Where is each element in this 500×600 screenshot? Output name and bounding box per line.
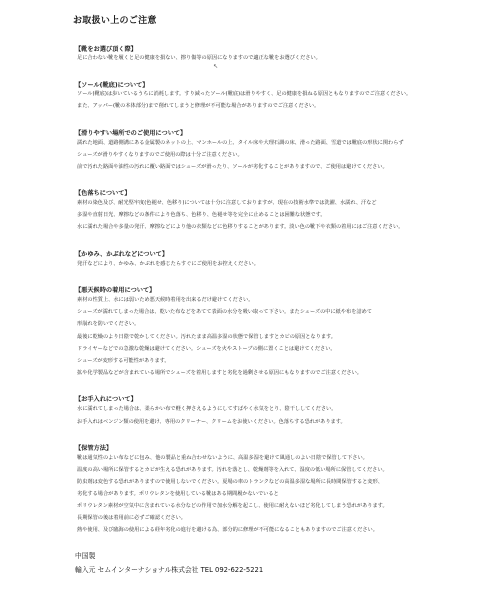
section-line: ポリウレタン素材が空気中に含まれている水分などの作用で加水分解を起こし、使用に耐えないほど劣化してしまう恐れがあります。 <box>77 503 388 509</box>
section-line: 温度の高い場所に保管するとカビが生える恐れがあります。汚れを落とし、乾燥剤等を入れて、湿度の低い場所に保管してください。 <box>77 467 388 473</box>
section-heading-color-fading: 【色落ちについて】 <box>75 190 131 197</box>
section-heading-selecting-shoes: 【靴をお選び頂く際】 <box>75 46 137 53</box>
section-line: 劣化する場合があります。ポリウレタンを使用している靴はある期間履かないでいると <box>77 491 279 497</box>
section-line: お手入れはベンジン類の使用を避け、専用のクリーナー、クリームをお使いください。色落ちする恐れがあります。 <box>77 419 346 425</box>
section-line: シューズが濡れてしまった場合は、乾いた布などをあてて表面の水分を吸い取って下さい。またシューズの中に紙や布を詰めて <box>77 309 372 315</box>
section-line: 形崩れを防いでください。 <box>77 321 140 327</box>
section-line: また、アッパー(靴の本体部分)まで削れてしまうと修理が不可能な場合がありますのでご注意ください。 <box>77 103 320 109</box>
section-line: シューズが変形する可能性があります。 <box>77 358 170 364</box>
section-line: 最後に乾燥のより日陰で乾かしてください。汚れたまま高温多湿の状態で保管しますとカビの原因となります。 <box>77 334 336 340</box>
section-line: 素材の染色及び、耐光堅牢度(色褪せ、色移り)については十分に注意しておりますが、現在の技術水準では洗濯、水濡れ、汗など <box>77 200 377 206</box>
section-heading-slippery: 【滑りやすい場所でのご使用について】 <box>75 130 187 137</box>
section-line: ソール(靴底)は歩いているうちに消耗します。すり減ったソール(靴底)は滑りやすく、足の健康を損ねる原因ともなりますのでご注意ください。 <box>77 91 412 97</box>
document-title: お取扱い上のご注意 <box>73 16 157 26</box>
section-line: 素材の性質上、水には弱いため悪天候時着用を出来るだけ避けてください。 <box>77 297 254 303</box>
section-line: 水に濡れた場合や多量の発汗、摩擦などにより他の衣類などに色移りすることがあります。淡い色の靴下や衣類の着用にはご注意ください。 <box>77 224 404 230</box>
section-line: 長期保管の後は着用前に必ずご確認ください。 <box>77 515 186 521</box>
section-heading-bad-weather: 【悪天候時の着用について】 <box>75 287 156 294</box>
section-line: ドライヤーなどでの急激な乾燥は避けてください。シューズを火やストーブの側に置くことは避けてください。 <box>77 346 336 352</box>
section-line: 拡や化学製品などが含まれている場所でシューズを着用しますと劣化を過剰させる原因にもなりますのでご注意ください。 <box>77 370 362 376</box>
country-of-origin: 中国製 <box>75 552 96 560</box>
section-line: 水に濡れてしまった場合は、柔らかい布で軽く押さえるようにしてすばやく水気をとり、陰干ししてください。 <box>77 406 337 412</box>
importer-info: 輸入元 セムインターナショナル株式会社 TEL 092-622-5221 <box>75 566 264 574</box>
section-line: 発汗などにより、かゆみ、かぶれを感じたらすぐにご使用をお控えください。 <box>77 261 259 267</box>
stray-mark: ↖ <box>213 63 219 70</box>
section-heading-sole: 【ソール(靴底)について】 <box>75 82 149 89</box>
section-line: シューズが滑りやすくなりますのでご使用の際は十分ご注意ください。 <box>77 152 243 158</box>
section-line: 足に合わない靴を履くと足の健康を損ない、擦り傷等の原因になりますので適正な靴をお選びください。 <box>77 55 321 61</box>
section-heading-care: 【お手入れについて】 <box>75 396 137 403</box>
section-line: 濡れた地面、道路側溝にある金属製のネットの上、マンホールの上、タイル床や大理石調の床、滑った路面、雪道では靴底の形状に関わらず <box>77 140 404 146</box>
section-line: 熱や使用、及び臨海の使用による経年劣化の進行を避ける為、部分的に修理が不可能になることもありますのでご注意ください。 <box>77 527 378 533</box>
section-line: 靴は通気性のよい布などに包み、他の製品と重ね合わせないように、高温多湿を避けて風通しのよい日陰で保管して下さい。 <box>77 455 368 461</box>
section-heading-storage: 【保管方法】 <box>75 445 113 452</box>
section-line: 多湿や直射日光、摩擦などの条件により色落ち、色移り、色褪せ等を完全に止めることは困難な状態です。 <box>77 212 326 218</box>
section-line: 前で汚れた路面や油性の汚れに覆い路面ではシューズが滑ったり、ソールが劣化することがありますので、ご使用は避けてください。 <box>77 164 388 170</box>
section-line: 防虫剤は変色する恐れがありますので使用しないでください。夏場の車のトランクなどの高温多湿な場所に長時間保管すると変形、 <box>77 479 383 485</box>
section-heading-itching: 【かゆみ、かぶれなどについて】 <box>75 251 169 258</box>
